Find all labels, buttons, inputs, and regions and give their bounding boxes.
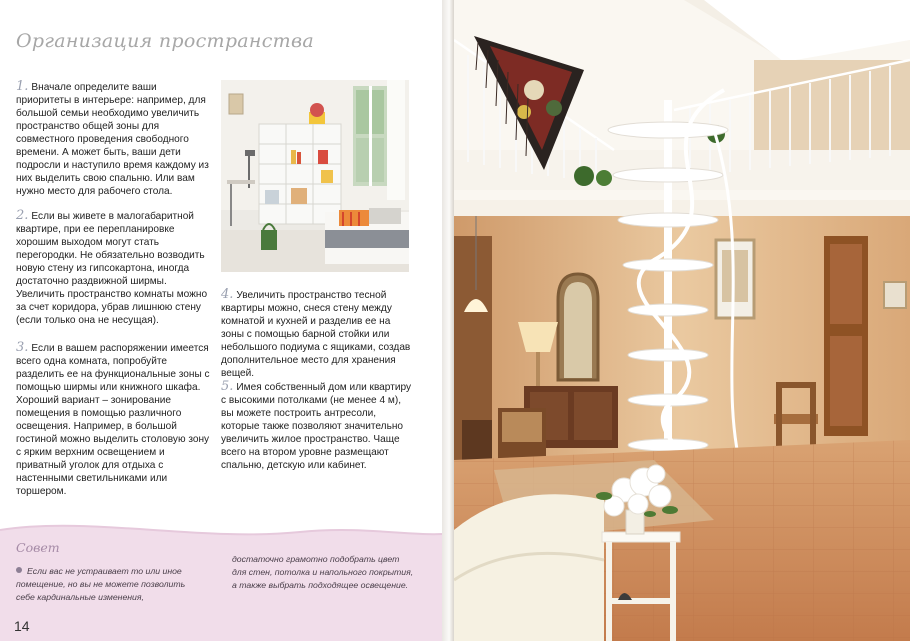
paragraph-number: 4. bbox=[221, 287, 234, 302]
loft-living-room-photo bbox=[454, 0, 910, 641]
paragraph-text: Вначале определите ваши приоритеты в интерьере: например, для большой семьи необходимо увеличить пространство общей зоны для совместного проведения свободного времени. А может быть, ваши дети подросли и наступило время каждому из них выделить свою спальню. Или вам нужно место для рабочего стола. bbox=[16, 82, 209, 197]
paragraph-text: Если в вашем распоряжении имеется всего одна комната, попробуйте разделить ее на функциональные зоны с помощью ширмы или книжного шкафа. Хороший вариант – зонирование помещения в помощью различного освещения. Например, в большой гостиной можно выделить столовую зону с ярким верхним освещением и приватный уголок для отдыха с настенными светильниками или торшером. bbox=[16, 343, 210, 497]
page-title: Организация пространства bbox=[16, 30, 314, 52]
tip-text-right: достаточно грамотно подобрать цвет для стен, потолка и напольного покрытия, а также выбрать подходящее освещение. bbox=[232, 554, 414, 590]
paragraph-number: 5. bbox=[221, 379, 234, 394]
paragraph-number: 3. bbox=[16, 340, 29, 355]
paragraph-5 bbox=[221, 380, 416, 472]
paragraph-number: 1. bbox=[16, 79, 29, 94]
paragraph-number: 2. bbox=[16, 208, 29, 223]
tip-text: Если вас не устраивает то или иное помещение, но вы не можете позволить себе кардинальные изменения, bbox=[16, 566, 186, 602]
tip-text-left bbox=[16, 565, 200, 604]
page-number: 14 bbox=[14, 618, 30, 634]
paragraph-2 bbox=[16, 209, 214, 327]
paragraph-text: Имея собственный дом или квартиру с высокими потолками (не менее 4 м), вы можете построить антресоли, которые также позволяют значительно увеличить жилое пространство. Чаще всего на втором уровне размещают спальню, детскую или кабинет. bbox=[221, 382, 412, 471]
paragraph-1 bbox=[16, 80, 211, 198]
left-page bbox=[0, 0, 442, 641]
paragraph-3 bbox=[16, 341, 216, 498]
paragraph-text: Увеличить пространство тесной квартиры можно, снеся стену между комнатой и кухней и разделив ее на зоны с помощью барной стойки или небольшого подиума с ящиками, создав дополнительное место для хранения вещей. bbox=[221, 290, 411, 379]
paragraph-4 bbox=[221, 288, 416, 380]
paragraph-text: Если вы живете в малогабаритной квартире, при ее перепланировке хорошим выходом могут стать перегородки. Не обязательно возводить новую стену из гипсокартона, иногда достаточно раздвижной ширмы. Увеличить пространство комнаты можно за счет коридора, убрав лишнюю стену (если только она не несущая). bbox=[16, 211, 208, 326]
bullet-icon bbox=[16, 567, 22, 573]
bedroom-bookcase-photo bbox=[221, 80, 409, 272]
book-gutter bbox=[442, 0, 454, 641]
tip-heading: Совет bbox=[16, 540, 60, 555]
